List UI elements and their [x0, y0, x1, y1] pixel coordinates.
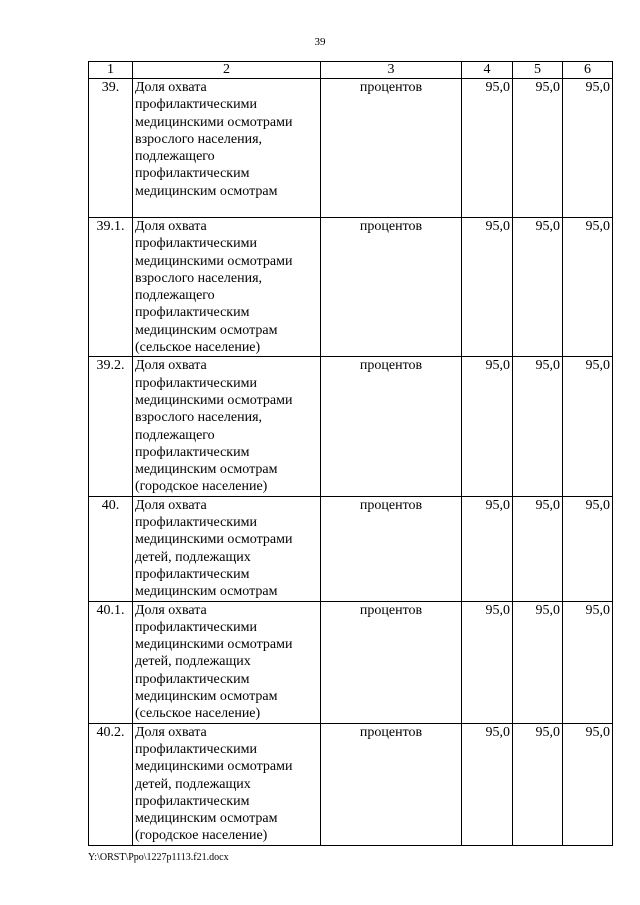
value-col-6: 95,0	[563, 218, 613, 357]
value-col-6: 95,0	[563, 601, 613, 723]
header-col-2: 2	[133, 62, 321, 79]
unit-cell: процентов	[321, 496, 462, 601]
header-col-6: 6	[563, 62, 613, 79]
unit-cell: процентов	[321, 357, 462, 496]
value-col-4: 95,0	[462, 601, 513, 723]
indicator-name: Доля охвата профилактическими медицинскими осмотрами детей, подлежащих профилактическим медицинским осмотрам (сельское население)	[133, 601, 321, 723]
page-number: 39	[314, 36, 326, 48]
table-row	[89, 218, 613, 357]
value-col-4: 95,0	[462, 496, 513, 601]
value-col-6: 95,0	[563, 79, 613, 218]
indicator-name: Доля охвата профилактическими медицинскими осмотрами детей, подлежащих профилактическим медицинским осмотрам (городское население)	[133, 723, 321, 845]
row-number: 40.1.	[89, 601, 133, 723]
indicator-name: Доля охвата профилактическими медицинскими осмотрами взрослого населения, подлежащего профилактическим медицинским осмотрам	[133, 79, 321, 218]
row-number: 39.	[89, 79, 133, 218]
indicator-name: Доля охвата профилактическими медицинскими осмотрами взрослого населения, подлежащего профилактическим медицинским осмотрам (городское население)	[133, 357, 321, 496]
header-col-3: 3	[321, 62, 462, 79]
row-number: 39.1.	[89, 218, 133, 357]
unit-cell: процентов	[321, 601, 462, 723]
table-row	[89, 601, 613, 723]
value-col-5: 95,0	[513, 723, 563, 845]
value-col-5: 95,0	[513, 496, 563, 601]
value-col-4: 95,0	[462, 357, 513, 496]
row-number: 40.2.	[89, 723, 133, 845]
table-row	[89, 79, 613, 218]
value-col-4: 95,0	[462, 79, 513, 218]
value-col-6: 95,0	[563, 496, 613, 601]
value-col-5: 95,0	[513, 218, 563, 357]
value-col-6: 95,0	[563, 723, 613, 845]
value-col-5: 95,0	[513, 79, 563, 218]
table-header-row	[89, 62, 613, 79]
indicator-name: Доля охвата профилактическими медицинскими осмотрами взрослого населения, подлежащего профилактическим медицинским осмотрам (сельское население)	[133, 218, 321, 357]
value-col-6: 95,0	[563, 357, 613, 496]
row-number: 39.2.	[89, 357, 133, 496]
indicator-name: Доля охвата профилактическими медицинскими осмотрами детей, подлежащих профилактическим медицинским осмотрам	[133, 496, 321, 601]
unit-cell: процентов	[321, 723, 462, 845]
header-col-1: 1	[89, 62, 133, 79]
value-col-5: 95,0	[513, 357, 563, 496]
header-col-5: 5	[513, 62, 563, 79]
value-col-5: 95,0	[513, 601, 563, 723]
table-row	[89, 496, 613, 601]
table-row	[89, 723, 613, 845]
value-col-4: 95,0	[462, 723, 513, 845]
header-col-4: 4	[462, 62, 513, 79]
table-row	[89, 357, 613, 496]
unit-cell: процентов	[321, 79, 462, 218]
row-number: 40.	[89, 496, 133, 601]
unit-cell: процентов	[321, 218, 462, 357]
document-file-path: Y:\ORST\Ppo\1227p1113.f21.docx	[88, 852, 229, 863]
value-col-4: 95,0	[462, 218, 513, 357]
indicators-table	[88, 61, 613, 846]
